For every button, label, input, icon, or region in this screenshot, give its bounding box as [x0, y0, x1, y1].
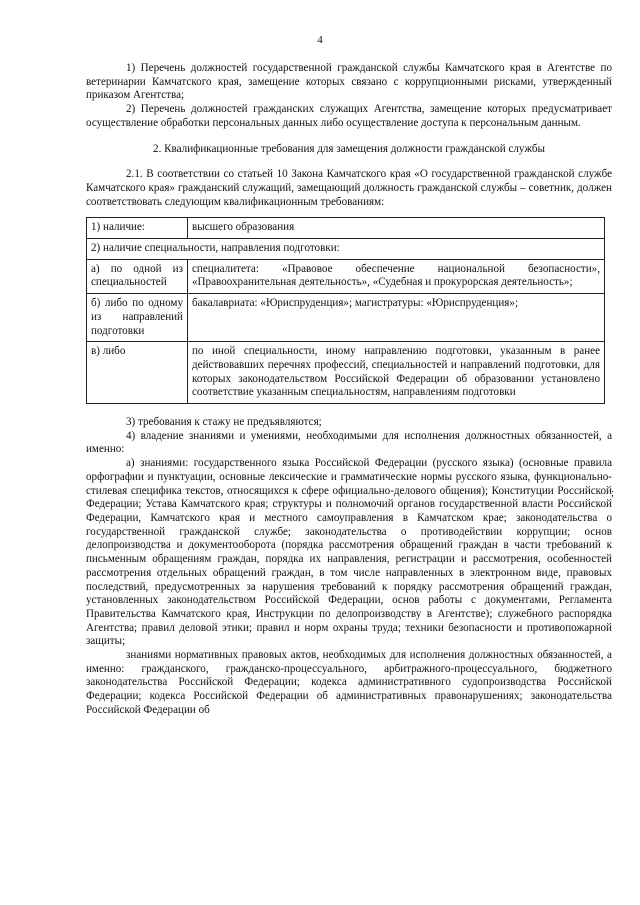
item-4a: а) знаниями: государственного языка Российской Федерации (русского языка) (основные правила орфографии и пунктуации, основные лексические и грамматические нормы русского языка, функционально-стилевая специфика текстов, относящихся к сфере официально-делового общения); Конституции Российской Федерации; Устава Камчатского края; структуры и полномочий органов государственной власти Российской Федерации, Камчатского края и местного самоуправления в Камчатском крае; законодательства о государственной гражданской службе; законодательства о противодействии коррупции; основ делопроизводства и документооборота (порядка рассмотрения обращений граждан в части требований к письменным обращениям граждан, порядка их направления, регистрации и рассмотрения, особенностей рассмотрения отдельных обращений граждан, в том числе направленных в электронном виде, правовых последствий, предусмотренных за нарушения требований к порядку рассмотрения обращений граждан, установленных законодательством Российской Федерации, основ работы с документами, Регламента Правительства Камчатского края, Инструкции по делопроизводству в Агентстве); служебного распорядка Агентства; правил деловой этики; правил и норм охраны труда; техники безопасности и противопожарной защиты; [86, 457, 612, 648]
page-number: 4 [317, 34, 323, 46]
clause-2-1: 2.1. В соответствии со статьей 10 Закона Камчатского края «О государственной гражданской службе Камчатского края» гражданский служащий, замещающий должность гражданской службы – советник, должен соответствовать следующим квалификационным требованиям: [86, 168, 612, 208]
table-row [87, 294, 605, 342]
item-4-norms: знаниями нормативных правовых актов, необходимых для исполнения должностных обязанностей, а именно: гражданского, гражданско-процессуального, арбитражного-процессуального, бюджетного законодательства Российской Федерации; кодекса административного судопроизводства Российской Федерации; кодекса Российской Федерации об административных правонарушениях; законодательства Российской Федерации об [86, 649, 612, 716]
table-cell-label: а) по одной из специальностей [87, 259, 188, 293]
item-4: 4) владение знаниями и умениями, необходимыми для исполнения должностных обязанностей, а именно: [86, 429, 612, 456]
table-cell-value: по иной специальности, иному направлению подготовки, указанным в ранее действовавших перечнях профессий, специальностей и направлений подготовки, для которых законодательством Российской Федерации об образовании установлено соответствие указанным специальностям, направлениям подготовки [188, 342, 605, 404]
intro-item-2: 2) Перечень должностей гражданских служащих Агентства, замещение которых предусматривает осуществление обработки персональных данных либо осуществление доступа к персональным данным. [86, 103, 612, 129]
table-row [87, 259, 605, 293]
section-heading: 2. Квалификационные требования для замещения должности гражданской службы [153, 142, 545, 155]
table-cell-value: специалитета: «Правовое обеспечение национальной безопасности», «Правоохранительная деятельность», «Судебная и прокурорская деятельность»; [188, 259, 605, 293]
trailing-semicolon: ; [610, 487, 614, 499]
table-cell-value: бакалавриата: «Юриспруденция»; магистратуры: «Юриспруденция»; [188, 294, 605, 342]
table-row [87, 342, 605, 404]
table-cell-full: 2) наличие специальности, направления подготовки: [87, 239, 605, 260]
intro-item-1: 1) Перечень должностей государственной гражданской службы Камчатского края в Агентстве по ветеринарии Камчатского края, замещение которых связано с коррупционными рисками, утвержденный приказом Агентства; [86, 62, 612, 102]
table-row [87, 218, 605, 239]
table-cell-label: в) либо [87, 342, 188, 404]
document-body [86, 62, 612, 718]
table-cell-value: высшего образования [188, 218, 605, 239]
table-cell-label: б) либо по одному из направлений подготовки [87, 294, 188, 342]
table-row [87, 239, 605, 260]
table-cell-label: 1) наличие: [87, 218, 188, 239]
qualification-table [86, 217, 605, 404]
item-3: 3) требования к стажу не предъявляются; [126, 416, 322, 429]
